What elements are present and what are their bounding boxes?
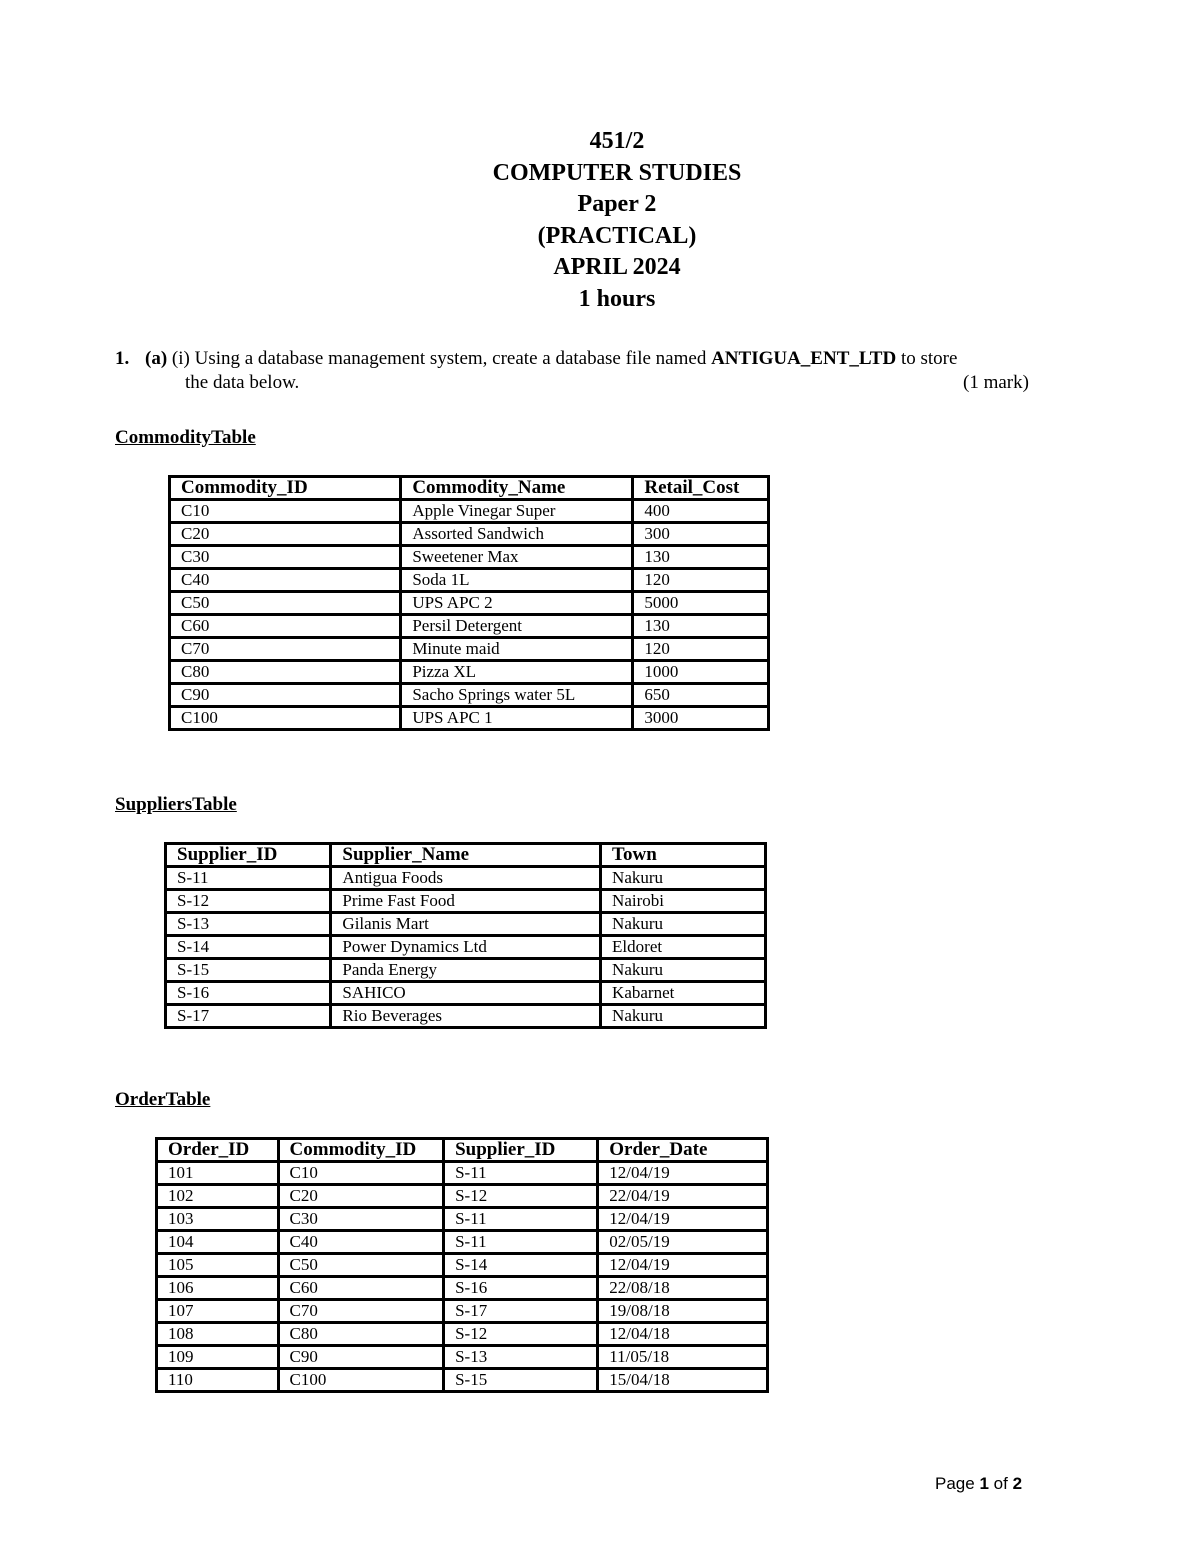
table-cell: 12/04/19 (598, 1162, 768, 1185)
table-cell: 3000 (633, 707, 769, 730)
table-cell: C20 (278, 1185, 444, 1208)
table-cell: 02/05/19 (598, 1231, 768, 1254)
total-pages: 2 (1012, 1474, 1023, 1493)
table-row (157, 1185, 768, 1208)
column-header: Order_ID (157, 1139, 279, 1162)
table-cell: 12/04/19 (598, 1254, 768, 1277)
table-cell: 106 (157, 1277, 279, 1300)
table-cell: C90 (170, 684, 401, 707)
table-cell: Persil Detergent (401, 615, 633, 638)
table-cell: S-11 (444, 1208, 598, 1231)
table-row (157, 1231, 768, 1254)
table-row (157, 1369, 768, 1392)
table-cell: 105 (157, 1254, 279, 1277)
table-cell: 102 (157, 1185, 279, 1208)
table-cell: Power Dynamics Ltd (331, 936, 601, 959)
table-cell: SAHICO (331, 982, 601, 1005)
table-cell: C20 (170, 523, 401, 546)
table-row (170, 523, 769, 546)
table-cell: Nairobi (601, 890, 766, 913)
table-cell: S-15 (444, 1369, 598, 1392)
table-cell: Minute maid (401, 638, 633, 661)
table-row (170, 684, 769, 707)
exam-date: APRIL 2024 (553, 254, 681, 280)
table-cell: 15/04/18 (598, 1369, 768, 1392)
table-cell: UPS APC 1 (401, 707, 633, 730)
table-cell: UPS APC 2 (401, 592, 633, 615)
table-row (170, 661, 769, 684)
column-header: Commodity_Name (401, 477, 633, 500)
order-table (155, 1137, 769, 1393)
table-cell: Nakuru (601, 867, 766, 890)
table-header-row (170, 477, 769, 500)
suppliers-table (164, 842, 767, 1029)
question-1-line-2 (115, 371, 1095, 395)
table-cell: S-11 (444, 1231, 598, 1254)
table-cell: S-12 (444, 1185, 598, 1208)
table-cell: Apple Vinegar Super (401, 500, 633, 523)
table-cell: S-12 (444, 1323, 598, 1346)
table-row (157, 1208, 768, 1231)
table-cell: S-17 (166, 1005, 331, 1028)
order-table-title: OrderTable (115, 1089, 211, 1110)
question-subpart-i: (i) (171, 348, 190, 369)
table-row (170, 569, 769, 592)
table-cell: S-12 (166, 890, 331, 913)
table-cell: 130 (633, 615, 769, 638)
table-cell: Kabarnet (601, 982, 766, 1005)
question-1 (115, 347, 1095, 395)
table-cell: Eldoret (601, 936, 766, 959)
table-cell: C10 (170, 500, 401, 523)
table-row (170, 592, 769, 615)
table-cell: 110 (157, 1369, 279, 1392)
table-cell: C10 (278, 1162, 444, 1185)
page-number (935, 1474, 1022, 1494)
table-row (170, 638, 769, 661)
table-row (166, 1005, 766, 1028)
suppliers-table-title: SuppliersTable (115, 794, 237, 815)
table-row (157, 1162, 768, 1185)
table-cell: C80 (278, 1323, 444, 1346)
table-cell: S-14 (444, 1254, 598, 1277)
table-cell: C100 (278, 1369, 444, 1392)
question-part-a: (a) (145, 348, 168, 369)
table-row (170, 500, 769, 523)
commodity-table-title: CommodityTable (115, 427, 256, 448)
commodity-table (168, 475, 770, 731)
table-cell: 109 (157, 1346, 279, 1369)
paper-code: 451/2 (589, 128, 645, 154)
table-cell: 101 (157, 1162, 279, 1185)
table-cell: Panda Energy (331, 959, 601, 982)
table-cell: Nakuru (601, 913, 766, 936)
table-cell: Pizza XL (401, 661, 633, 684)
question-text-before: Using a database management system, create a database file named (189, 348, 712, 369)
table-cell: C50 (278, 1254, 444, 1277)
table-cell: 120 (633, 638, 769, 661)
table-cell: Sweetener Max (401, 546, 633, 569)
table-cell: S-14 (166, 936, 331, 959)
table-cell: 103 (157, 1208, 279, 1231)
table-cell: S-16 (444, 1277, 598, 1300)
table-cell: C30 (170, 546, 401, 569)
table-cell: 400 (633, 500, 769, 523)
table-cell: S-13 (166, 913, 331, 936)
page-word: Page (935, 1474, 975, 1493)
question-number: 1. (115, 348, 130, 369)
column-header: Supplier_Name (331, 844, 601, 867)
table-row (157, 1300, 768, 1323)
table-cell: Nakuru (601, 1005, 766, 1028)
table-cell: 130 (633, 546, 769, 569)
question-text-after: to store (896, 348, 958, 369)
table-cell: C30 (278, 1208, 444, 1231)
table-cell: C50 (170, 592, 401, 615)
table-cell: 12/04/18 (598, 1323, 768, 1346)
table-cell: 650 (633, 684, 769, 707)
table-cell: 22/04/19 (598, 1185, 768, 1208)
table-row (166, 913, 766, 936)
table-cell: C40 (278, 1231, 444, 1254)
table-cell: S-11 (166, 867, 331, 890)
table-cell: C70 (278, 1300, 444, 1323)
table-cell: C80 (170, 661, 401, 684)
column-header: Supplier_ID (444, 1139, 598, 1162)
table-cell: Soda 1L (401, 569, 633, 592)
table-cell: C60 (170, 615, 401, 638)
table-row (166, 890, 766, 913)
table-cell: Gilanis Mart (331, 913, 601, 936)
table-cell: Rio Beverages (331, 1005, 601, 1028)
table-cell: C90 (278, 1346, 444, 1369)
table-cell: Prime Fast Food (331, 890, 601, 913)
table-row (170, 546, 769, 569)
table-cell: 11/05/18 (598, 1346, 768, 1369)
table-cell: C70 (170, 638, 401, 661)
exam-header (0, 126, 1200, 315)
table-cell: C40 (170, 569, 401, 592)
table-row (166, 982, 766, 1005)
table-cell: 107 (157, 1300, 279, 1323)
table-cell: 12/04/19 (598, 1208, 768, 1231)
of-word: of (993, 1474, 1008, 1493)
table-cell: 104 (157, 1231, 279, 1254)
table-row (166, 867, 766, 890)
column-header: Commodity_ID (278, 1139, 444, 1162)
current-page: 1 (979, 1474, 989, 1493)
subject-title: COMPUTER STUDIES (492, 159, 742, 186)
table-cell: Nakuru (601, 959, 766, 982)
paper-type: (PRACTICAL) (537, 222, 697, 249)
table-cell: 19/08/18 (598, 1300, 768, 1323)
table-cell: Assorted Sandwich (401, 523, 633, 546)
question-text-line2: the data below. (185, 372, 300, 393)
table-cell: S-15 (166, 959, 331, 982)
table-row (157, 1346, 768, 1369)
column-header: Town (601, 844, 766, 867)
table-row (157, 1277, 768, 1300)
table-cell: 108 (157, 1323, 279, 1346)
table-header-row (157, 1139, 768, 1162)
table-cell: Sacho Springs water 5L (401, 684, 633, 707)
paper-number: Paper 2 (577, 191, 657, 217)
table-row (166, 936, 766, 959)
table-cell: Antigua Foods (331, 867, 601, 890)
table-cell: S-11 (444, 1162, 598, 1185)
column-header: Commodity_ID (170, 477, 401, 500)
column-header: Supplier_ID (166, 844, 331, 867)
table-cell: 22/08/18 (598, 1277, 768, 1300)
table-cell: C100 (170, 707, 401, 730)
table-row (166, 959, 766, 982)
table-row (170, 707, 769, 730)
database-name: ANTIGUA_ENT_LTD (711, 348, 897, 369)
table-row (157, 1254, 768, 1277)
exam-duration: 1 hours (578, 285, 656, 312)
column-header: Order_Date (598, 1139, 768, 1162)
table-row (170, 615, 769, 638)
column-header: Retail_Cost (633, 477, 769, 500)
table-cell: 120 (633, 569, 769, 592)
question-marks: (1 mark) (963, 372, 1029, 393)
table-cell: C60 (278, 1277, 444, 1300)
table-cell: 1000 (633, 661, 769, 684)
table-header-row (166, 844, 766, 867)
table-cell: 300 (633, 523, 769, 546)
question-1-line-1 (115, 347, 1095, 371)
table-cell: 5000 (633, 592, 769, 615)
table-cell: S-17 (444, 1300, 598, 1323)
table-cell: S-13 (444, 1346, 598, 1369)
table-row (157, 1323, 768, 1346)
table-cell: S-16 (166, 982, 331, 1005)
